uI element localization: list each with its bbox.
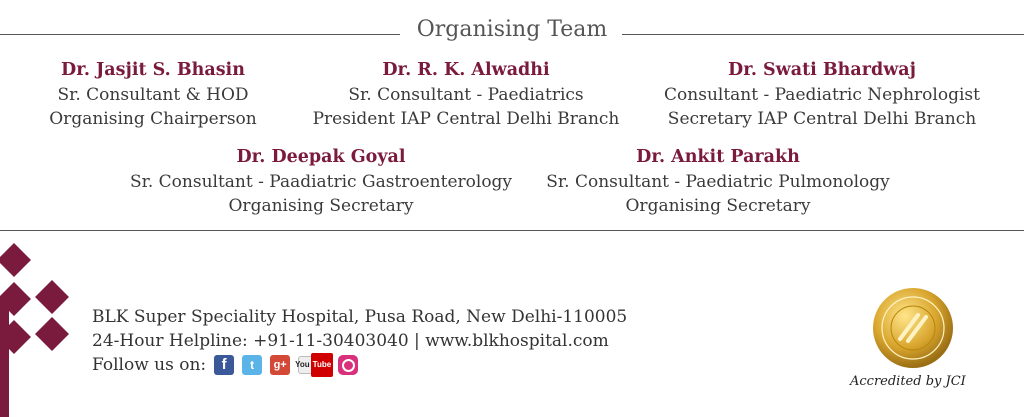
member-role: Consultant - Paediatric Nephrologist: [664, 84, 980, 105]
team-member: [536, 145, 900, 219]
member-name: Dr. Deepak Goyal: [236, 147, 406, 167]
member-role: Sr. Consultant - Paadiatric Gastroenterology: [129, 171, 513, 192]
follow-label: Follow us on:: [92, 355, 207, 375]
team-member: [660, 58, 984, 132]
facebook-icon[interactable]: f: [214, 355, 234, 375]
twitter-icon[interactable]: t: [242, 355, 262, 375]
member-name: Dr. Ankit Parakh: [636, 147, 800, 167]
team-member: [120, 145, 522, 219]
instagram-icon[interactable]: [338, 355, 358, 375]
hospital-address: BLK Super Speciality Hospital, Pusa Road, New Delhi-110005: [92, 307, 628, 327]
member-position: Organising Secretary: [625, 196, 811, 216]
member-role: Sr. Consultant - Paediatrics: [348, 84, 584, 105]
member-position: Organising Chairperson: [49, 109, 257, 129]
member-position: Secretary IAP Central Delhi Branch: [667, 109, 977, 129]
member-name: Dr. Jasjit S. Bhasin: [61, 60, 245, 80]
team-member: [40, 58, 266, 132]
member-role: Sr. Consultant - Paediatric Pulmonology: [546, 171, 890, 192]
member-name: Dr. R. K. Alwadhi: [382, 60, 550, 80]
member-role: Sr. Consultant & HOD: [57, 84, 249, 105]
contact-block: [92, 305, 627, 377]
section-title: Organising Team: [0, 16, 1024, 44]
accreditation-label: Accredited by JCI: [850, 374, 966, 389]
member-position: President IAP Central Delhi Branch: [312, 109, 620, 129]
divider: [0, 230, 1024, 231]
helpline: 24-Hour Helpline: +91-11-30403040 | www.blkhospital.com: [92, 331, 609, 351]
jci-seal-icon: [872, 287, 954, 369]
team-member: [306, 58, 626, 132]
social-row: [92, 353, 627, 377]
google-plus-icon[interactable]: g+: [270, 355, 290, 375]
member-position: Organising Secretary: [228, 196, 414, 216]
youtube-icon[interactable]: You Tube: [298, 356, 330, 374]
member-name: Dr. Swati Bhardwaj: [728, 60, 916, 80]
